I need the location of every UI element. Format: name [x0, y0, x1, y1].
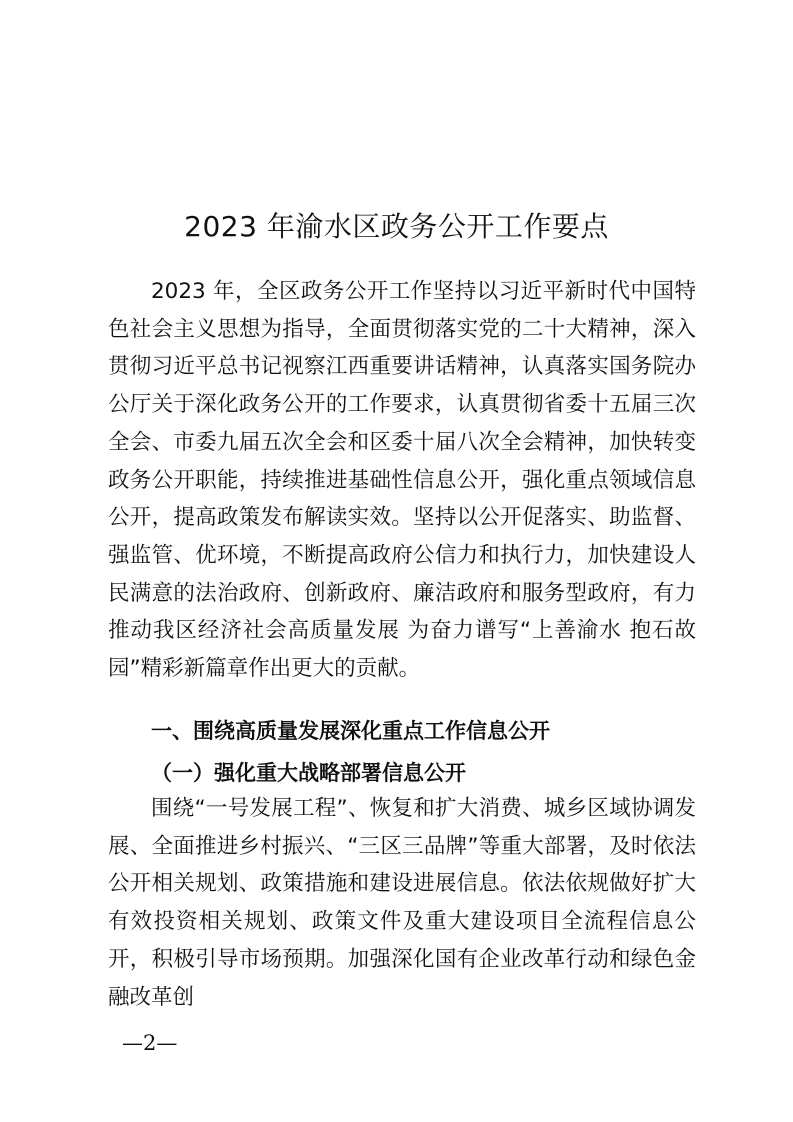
- page-number: —2—: [122, 1031, 178, 1055]
- section-paragraph-block: [108, 790, 696, 1016]
- section-heading-level-2: （一）强化重大战略部署信息公开: [151, 761, 466, 785]
- intro-paragraph-block: [108, 273, 696, 688]
- intro-paragraph: 2023 年，全区政务公开工作坚持以习近平新时代中国特色社会主义思想为指导，全面贯彻落实党的二十大精神，深入贯彻习近平总书记视察江西重要讲话精神，认真落实国务院办公厅关于深化政务公开的工作要求，认真贯彻省委十五届三次全会、市委九届五次全会和区委十届八次全会精神，加快转变政务公开职能，持续推进基础性信息公开，强化重点领域信息公开，提高政策发布解读实效。坚持以公开促落实、助监督、强监管、优环境，不断提高政府公信力和执行力，加快建设人民满意的法治政府、创新政府、廉洁政府和服务型政府，有力推动我区经济社会高质量发展 为奋力谱写“上善渝水 抱石故园”精彩新篇章作出更大的贡献。: [108, 279, 696, 682]
- document-title: 2023 年渝水区政务公开工作要点: [184, 209, 609, 243]
- section-paragraph: 围绕“一号发展工程”、恢复和扩大消费、城乡区域协调发展、全面推进乡村振兴、“三区三品牌”等重大部署，及时依法公开相关规划、政策措施和建设进展信息。依法依规做好扩大有效投资相关规划、政策文件及重大建设项目全流程信息公开，积极引导市场预期。加强深化国有企业改革行动和绿色金融改革创: [108, 796, 696, 1010]
- section-heading-level-1: 一、围绕高质量发展深化重点工作信息公开: [151, 719, 550, 743]
